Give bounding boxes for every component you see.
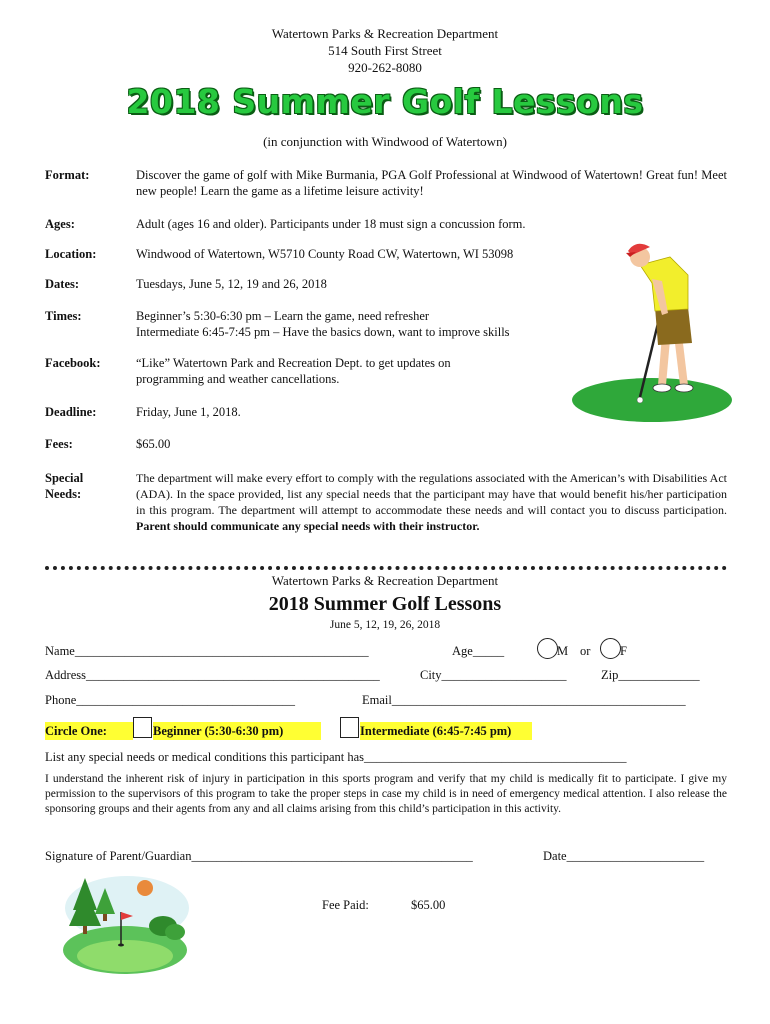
org-name: Watertown Parks & Recreation Department xyxy=(271,26,499,41)
form-title: 2018 Summer Golf Lessons xyxy=(268,593,502,615)
special-label-2: Needs: xyxy=(45,487,82,501)
ages-label: Ages: xyxy=(45,217,75,231)
dates-label: Dates: xyxy=(45,277,80,291)
cut-line-divider xyxy=(45,566,727,570)
facebook-line-1: “Like” Watertown Park and Recreation Dept. to get updates on xyxy=(136,356,451,370)
golf-course-illustration xyxy=(55,868,195,978)
format-label: Format: xyxy=(45,168,90,182)
age-field[interactable]: Age_____ xyxy=(452,644,505,658)
green-patch xyxy=(572,378,732,422)
golfer-illustration xyxy=(570,235,735,425)
location-label: Location: xyxy=(45,247,97,261)
female-label: F xyxy=(620,644,627,658)
golf-ball-icon xyxy=(637,397,643,403)
facebook-label: Facebook: xyxy=(45,356,101,370)
special-label-1: Special xyxy=(45,471,84,485)
name-field[interactable]: Name_______________________________________________ xyxy=(45,644,369,658)
email-field[interactable]: Email_______________________________________________ xyxy=(362,693,686,707)
fees-value: $65.00 xyxy=(136,437,171,451)
beginner-checkbox[interactable] xyxy=(133,717,152,738)
fee-paid-value: $65.00 xyxy=(411,898,446,912)
page-title: 2018 Summer Golf Lessons xyxy=(126,82,644,121)
times-beginner: Beginner’s 5:30-6:30 pm – Learn the game, need refresher xyxy=(136,309,430,323)
intermediate-checkbox[interactable] xyxy=(340,717,359,738)
zip-field[interactable]: Zip_____________ xyxy=(601,668,700,682)
facebook-line-2: programming and weather cancellations. xyxy=(136,372,340,386)
deadline-label: Deadline: xyxy=(45,405,97,419)
times-label: Times: xyxy=(45,309,82,323)
form-org-name: Watertown Parks & Recreation Department xyxy=(271,573,499,588)
fees-label: Fees: xyxy=(45,437,73,451)
special-needs-field[interactable]: List any special needs or medical conditions this participant has__________________________________________ xyxy=(45,750,627,764)
location-value: Windwood of Watertown, W5710 County Road CW, Watertown, WI 53098 xyxy=(136,247,514,261)
org-phone: 920-262-8080 xyxy=(348,60,422,75)
phone-field[interactable]: Phone___________________________________ xyxy=(45,693,295,707)
ages-value: Adult (ages 16 and older). Participants under 18 must sign a concussion form. xyxy=(136,217,526,231)
form-dates: June 5, 12, 19, 26, 2018 xyxy=(329,619,441,631)
address-field[interactable]: Address_______________________________________________ xyxy=(45,668,380,682)
or-label: or xyxy=(580,644,591,658)
times-intermediate: Intermediate 6:45-7:45 pm – Have the basics down, want to improve skills xyxy=(136,325,510,339)
dates-value: Tuesdays, June 5, 12, 19 and 26, 2018 xyxy=(136,277,327,291)
special-bold-text: Parent should communicate any special needs with their instructor. xyxy=(136,519,480,533)
female-radio[interactable] xyxy=(600,638,621,659)
golfer-shorts xyxy=(655,307,692,345)
beginner-option[interactable]: Beginner (5:30-6:30 pm) xyxy=(153,722,321,740)
circle-one-label: Circle One: xyxy=(45,722,133,740)
intermediate-option[interactable]: Intermediate (6:45-7:45 pm) xyxy=(360,722,532,740)
org-address: 514 South First Street xyxy=(328,43,442,58)
fee-paid-label: Fee Paid: xyxy=(322,898,369,912)
male-label: M xyxy=(557,644,569,658)
sun-icon xyxy=(137,880,153,896)
signature-field[interactable]: Signature of Parent/Guardian_____________________________________________ xyxy=(45,849,473,863)
city-field[interactable]: City____________________ xyxy=(420,668,567,682)
waiver-text: I understand the inherent risk of injury in participation in this sports program and verify that my child is medically fit to participate. I give my permission to the supervisors of this program to take the proper steps in case my child is in need of emergency medical attention. I also release the sponsoring groups and their agents from any and all claims arising from this child’s participation in this activity. xyxy=(45,773,727,815)
page-subtitle: (in conjunction with Windwood of Watertown) xyxy=(263,134,507,149)
format-value: Discover the game of golf with Mike Burmania, PGA Golf Professional at Windwood of Watertown! Great fun! Meet new people! Learn the game as a lifetime leisure activity! xyxy=(136,168,727,198)
male-radio[interactable] xyxy=(537,638,558,659)
deadline-value: Friday, June 1, 2018. xyxy=(136,405,241,419)
format-row xyxy=(45,167,727,201)
special-value xyxy=(136,470,727,534)
date-field[interactable]: Date______________________ xyxy=(543,849,705,863)
special-text: The department will make every effort to comply with the regulations associated with the American’s with Disabilities Act (ADA). In the space provided, list any special needs that the participant may have that would benefit his/her participation in this program. The department will attempt to accommodate these needs and will contact you to discuss participation. xyxy=(136,471,727,517)
